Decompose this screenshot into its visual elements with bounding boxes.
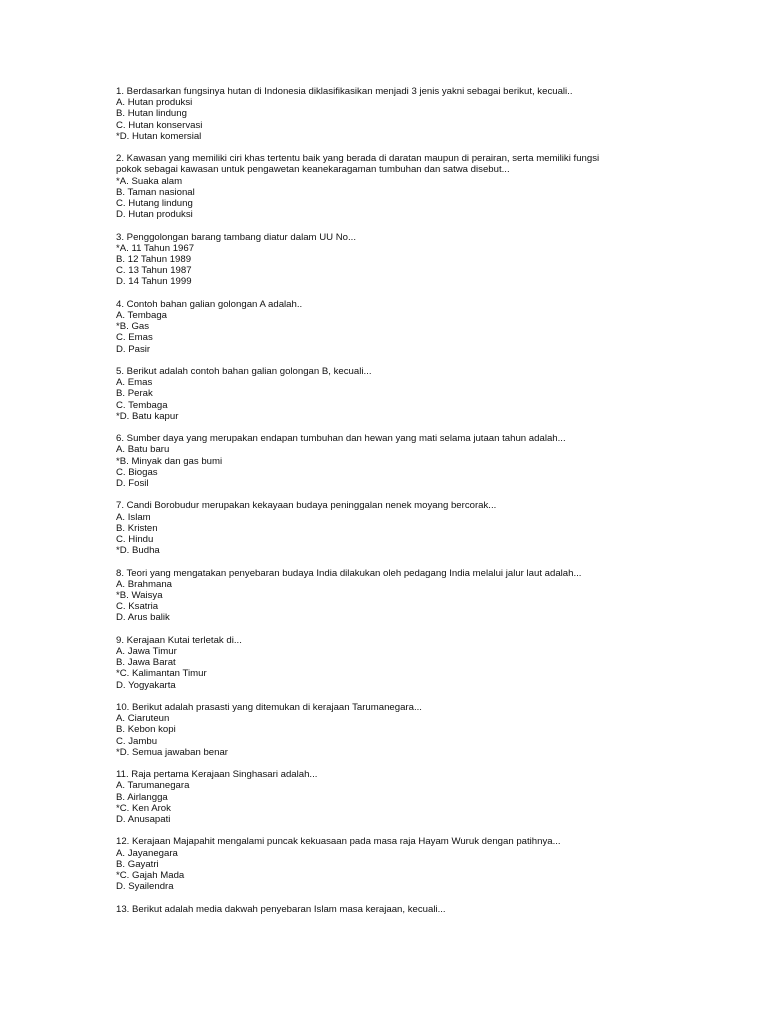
option-d: D. Hutan produksi (116, 209, 193, 221)
question-stem-continued: pokok sebagai kawasan untuk pengawetan keanekaragaman tumbuhan dan satwa disebut... (116, 164, 510, 176)
option-d: *D. Batu kapur (116, 410, 179, 422)
question-9 (116, 635, 716, 691)
question-10 (116, 702, 716, 758)
option-b: *B. Waisya (116, 590, 163, 602)
option-c: C. Ksatria (116, 601, 159, 613)
option-d: D. Yogyakarta (116, 679, 176, 691)
question-stem: 13. Berikut adalah media dakwah penyebaran Islam masa kerajaan, kecuali... (116, 903, 446, 915)
question-stem: 3. Penggolongan barang tambang diatur dalam UU No... (116, 231, 356, 243)
option-b: B. 12 Tahun 1989 (116, 254, 192, 266)
option-d: D. Arus balik (116, 612, 170, 624)
option-a: A. Hutan produksi (116, 97, 193, 109)
option-a: A. Ciaruteun (116, 713, 170, 725)
option-c: *C. Kalimantan Timur (116, 668, 207, 680)
option-c: C. Biogas (116, 466, 158, 478)
option-a: A. Emas (116, 377, 153, 389)
option-b: B. Kristen (116, 522, 158, 534)
question-stem: 9. Kerajaan Kutai terletak di... (116, 634, 242, 646)
question-stem: 5. Berikut adalah contoh bahan galian golongan B, kecuali... (116, 366, 372, 378)
option-d: *D. Hutan komersial (116, 130, 202, 142)
question-stem: 7. Candi Borobudur merupakan kekayaan budaya peninggalan nenek moyang bercorak... (116, 500, 497, 512)
option-a: A. Batu baru (116, 444, 170, 456)
quiz-document (116, 86, 716, 926)
option-b: *B. Minyak dan gas bumi (116, 455, 223, 467)
option-a: *A. Suaka alam (116, 175, 183, 187)
option-c: C. Jambu (116, 735, 158, 747)
option-d: D. Anusapati (116, 814, 171, 826)
option-b: B. Perak (116, 388, 153, 400)
question-8 (116, 568, 716, 624)
question-stem: 12. Kerajaan Majapahit mengalami puncak kekuasaan pada masa raja Hayam Wuruk dengan patihnya... (116, 836, 561, 848)
option-c: C. Tembaga (116, 399, 168, 411)
option-c: *C. Ken Arok (116, 802, 171, 814)
option-a: A. Jawa Timur (116, 646, 177, 658)
option-a: A. Brahmana (116, 578, 172, 590)
question-1 (116, 86, 716, 142)
option-d: *D. Budha (116, 545, 160, 557)
question-stem: 6. Sumber daya yang merupakan endapan tumbuhan dan hewan yang mati selama jutaan tahun adalah... (116, 433, 566, 445)
question-5 (116, 366, 716, 422)
option-a: A. Jayanegara (116, 847, 178, 859)
option-a: *A. 11 Tahun 1967 (116, 242, 195, 254)
question-7 (116, 500, 716, 556)
option-b: B. Kebon kopi (116, 724, 176, 736)
option-d: D. 14 Tahun 1999 (116, 276, 192, 288)
question-4 (116, 299, 716, 355)
question-3 (116, 232, 716, 288)
option-c: C. Hutang lindung (116, 198, 193, 210)
question-12 (116, 836, 716, 892)
option-d: *D. Semua jawaban benar (116, 746, 228, 758)
option-c: C. Hutan konservasi (116, 119, 203, 131)
option-b: *B. Gas (116, 321, 150, 333)
question-stem: 11. Raja pertama Kerajaan Singhasari adalah... (116, 769, 318, 781)
option-a: A. Tarumanegara (116, 780, 190, 792)
question-stem: 10. Berikut adalah prasasti yang ditemukan di kerajaan Tarumanegara... (116, 702, 422, 714)
option-d: D. Syailendra (116, 881, 174, 893)
option-a: A. Tembaga (116, 310, 168, 322)
option-b: B. Taman nasional (116, 186, 195, 198)
option-b: B. Hutan lindung (116, 108, 187, 120)
option-c: C. 13 Tahun 1987 (116, 265, 192, 277)
question-stem: 8. Teori yang mengatakan penyebaran budaya India dilakukan oleh pedagang India melalui jalur laut adalah... (116, 567, 582, 579)
option-c: *C. Gajah Mada (116, 870, 185, 882)
option-d: D. Pasir (116, 343, 151, 355)
question-stem: 1. Berdasarkan fungsinya hutan di Indonesia diklasifikasikan menjadi 3 jenis yakni sebagai berikut, kecuali.. (116, 86, 573, 97)
option-a: A. Islam (116, 511, 151, 523)
question-stem: 4. Contoh bahan galian golongan A adalah.. (116, 298, 303, 310)
option-c: C. Hindu (116, 534, 154, 546)
option-b: B. Jawa Barat (116, 657, 176, 669)
option-b: B. Airlangga (116, 791, 168, 803)
question-13 (116, 904, 716, 915)
question-11 (116, 769, 716, 825)
question-6 (116, 433, 716, 489)
question-stem: 2. Kawasan yang memiliki ciri khas tertentu baik yang berada di daratan maupun di perairan, serta memiliki fungsi (116, 153, 600, 165)
option-c: C. Emas (116, 332, 153, 344)
option-b: B. Gayatri (116, 858, 159, 870)
question-2 (116, 153, 716, 220)
option-d: D. Fosil (116, 478, 149, 490)
